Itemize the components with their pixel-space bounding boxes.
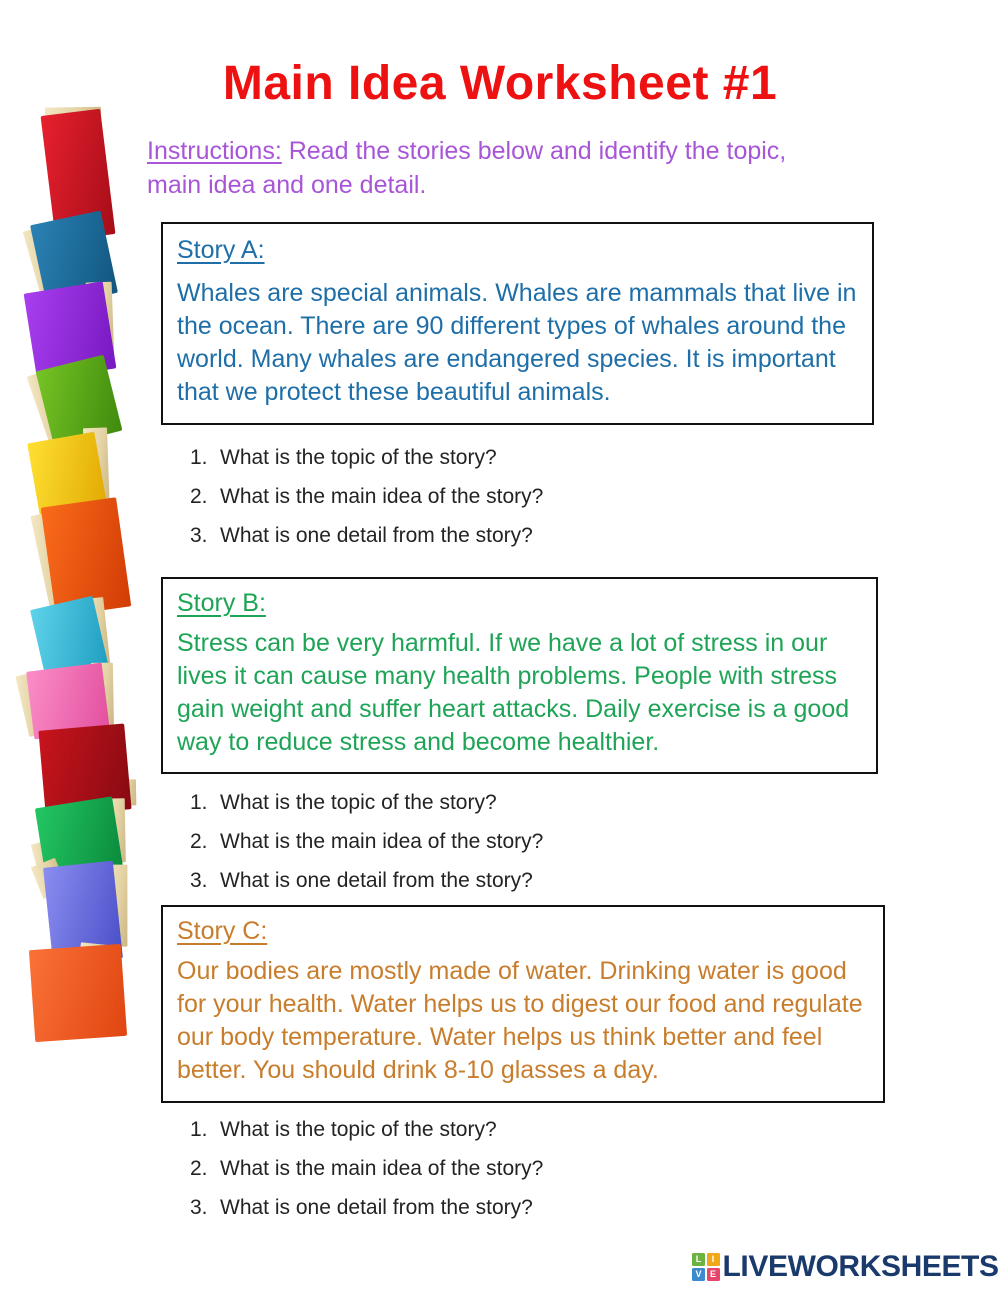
story-box-c <box>161 905 885 1103</box>
question-item <box>190 477 543 516</box>
question-number: 3. <box>190 524 208 547</box>
question-text: What is one detail from the story? <box>220 1196 533 1219</box>
liveworksheets-logo[interactable] <box>692 1248 999 1286</box>
question-item <box>190 822 543 861</box>
page-title: Main Idea Worksheet #1 <box>222 57 778 110</box>
book-orange-2 <box>29 944 127 1042</box>
story-box-b <box>161 577 878 774</box>
question-item <box>190 1188 543 1227</box>
story-b-label: Story B: <box>177 589 266 617</box>
question-number: 2. <box>190 1157 208 1180</box>
question-number: 1. <box>190 1118 208 1141</box>
question-text: What is one detail from the story? <box>220 869 533 892</box>
logo-tile-e: E <box>707 1268 720 1281</box>
questions-c <box>190 1110 543 1227</box>
story-c-label: Story C: <box>177 917 268 945</box>
instructions-text: Read the stories below and identify the topic, main idea and one detail. <box>147 137 787 199</box>
story-box-a <box>161 222 874 425</box>
question-item <box>190 1110 543 1149</box>
story-b-text: Stress can be very harmful. If we have a lot of stress in our lives it can cause many health problems. People with stress gain weight and suffer heart attacks. Daily exercise is a good way to reduce stress and become healthier. <box>177 629 850 756</box>
question-text: What is the topic of the story? <box>220 791 497 814</box>
question-text: What is the topic of the story? <box>220 446 497 469</box>
question-text: What is the topic of the story? <box>220 1118 497 1141</box>
question-number: 2. <box>190 830 208 853</box>
logo-tile-v: V <box>692 1268 705 1281</box>
question-text: What is the main idea of the story? <box>220 1157 544 1180</box>
question-item <box>190 438 543 477</box>
instructions-block <box>147 134 847 202</box>
liveworksheets-logo-icon <box>692 1253 720 1281</box>
book-stack-illustration <box>26 112 146 1167</box>
question-item <box>190 1149 543 1188</box>
questions-a <box>190 438 543 555</box>
book-cover <box>29 944 127 1042</box>
question-number: 3. <box>190 869 208 892</box>
question-item <box>190 861 543 900</box>
story-a-text: Whales are special animals. Whales are mammals that live in the ocean. There are 90 different types of whales around the world. Many whales are endangered species. It is important that we protect these beautiful animals. <box>177 279 857 406</box>
story-c-text: Our bodies are mostly made of water. Drinking water is good for your health. Water helps us to digest our food and regulate our body temperature. Water helps us think better and feel better. You should drink 8-10 glasses a day. <box>177 957 863 1084</box>
question-text: What is the main idea of the story? <box>220 485 544 508</box>
question-number: 2. <box>190 485 208 508</box>
question-item <box>190 783 543 822</box>
question-item <box>190 516 543 555</box>
instructions-label: Instructions: <box>147 137 282 165</box>
question-number: 3. <box>190 1196 208 1219</box>
logo-wordmark: LIVEWORKSHEETS <box>722 1250 999 1283</box>
logo-tile-l: L <box>692 1253 705 1266</box>
logo-tile-i: I <box>707 1253 720 1266</box>
question-number: 1. <box>190 446 208 469</box>
question-number: 1. <box>190 791 208 814</box>
story-a-label: Story A: <box>177 236 265 264</box>
question-text: What is one detail from the story? <box>220 524 533 547</box>
questions-b <box>190 783 543 900</box>
question-text: What is the main idea of the story? <box>220 830 544 853</box>
